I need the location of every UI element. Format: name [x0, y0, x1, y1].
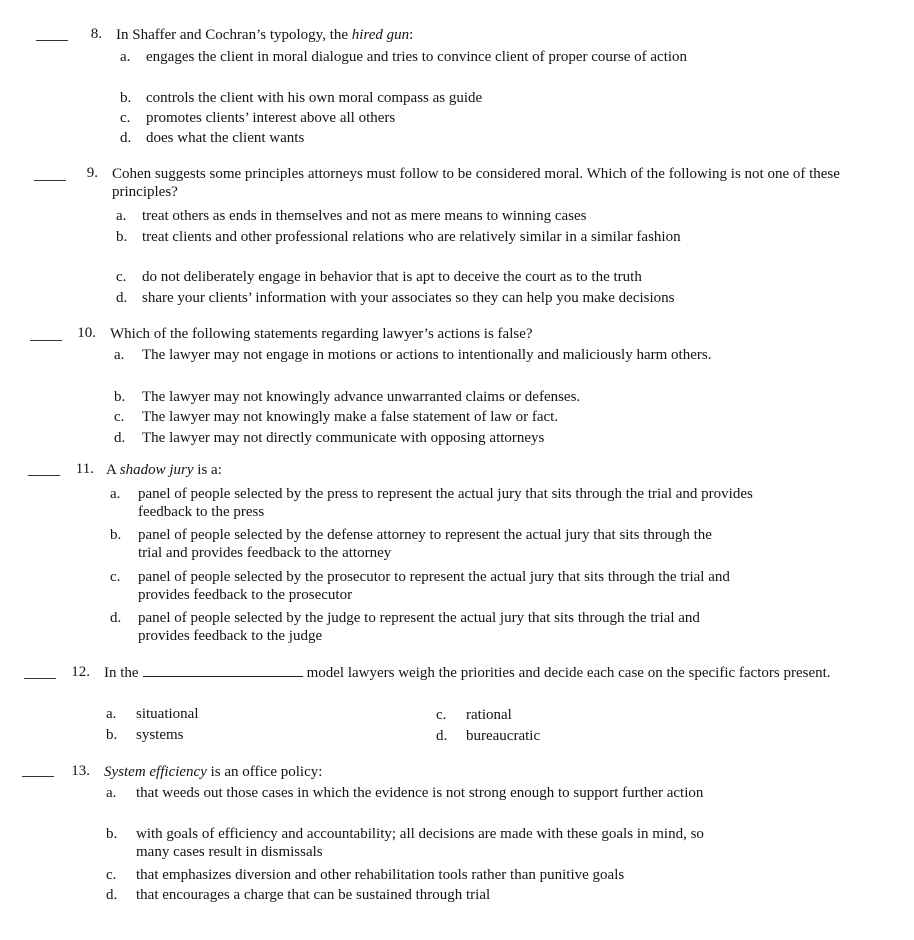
question-stem: A shadow jury is a:: [106, 462, 222, 478]
question-stem: Which of the following statements regarding lawyer’s actions is false?: [110, 326, 533, 342]
option-text: promotes clients’ interest above all others: [146, 110, 396, 126]
option-text: situational: [136, 706, 199, 722]
option-label: b.: [120, 90, 132, 106]
question-number: 10.: [77, 325, 96, 341]
option-text: bureaucratic: [466, 728, 541, 744]
option-label: a.: [106, 785, 117, 801]
option-label: d.: [110, 610, 122, 626]
option-text: controls the client with his own moral compass as guide: [146, 90, 483, 106]
question-stem: Cohen suggests some principles attorneys must follow to be considered moral. Which of the following is not one of these principles?: [112, 166, 840, 200]
term-shadow-jury: shadow jury: [119, 462, 194, 478]
option-label: d.: [116, 290, 128, 306]
option-label: a.: [116, 208, 127, 224]
option-text: treat clients and other professional relations who are relatively similar in a similar fashion: [142, 229, 681, 245]
option-label: c.: [110, 569, 121, 585]
option-label: c.: [114, 409, 125, 425]
option-text: that weeds out those cases in which the evidence is not strong enough to support further action: [136, 785, 704, 801]
option-text: panel of people selected by the defense attorney to represent the actual jury that sits through the trial and provides feedback to the attorney: [138, 527, 712, 561]
option-text: The lawyer may not directly communicate with opposing attorneys: [142, 430, 545, 446]
option-label: c.: [120, 110, 131, 126]
question-number: 9.: [86, 165, 98, 181]
option-text: The lawyer may not engage in motions or actions to intentionally and maliciously harm others.: [142, 347, 712, 363]
option-text: do not deliberately engage in behavior that is apt to deceive the court as to the truth: [142, 269, 642, 285]
option-text: rational: [466, 707, 512, 723]
question-number: 13.: [71, 763, 90, 779]
answer-blank[interactable]: [22, 776, 54, 777]
option-label: c.: [106, 867, 117, 883]
answer-blank[interactable]: [36, 40, 68, 41]
option-text: does what the client wants: [146, 130, 305, 146]
option-text: panel of people selected by the prosecutor to represent the actual jury that sits through the trial and provides feedback to the prosecutor: [138, 569, 730, 603]
fill-in-blank[interactable]: [143, 664, 303, 677]
option-label: d.: [114, 430, 126, 446]
option-text: with goals of efficiency and accountability; all decisions are made with these goals in mind, so many cases result in dismissals: [136, 826, 704, 860]
question-stem: In the model lawyers weigh the priorities and decide each case on the specific factors present.: [104, 665, 831, 681]
option-text: systems: [136, 727, 184, 743]
option-label: d.: [436, 728, 448, 744]
option-label: a.: [114, 347, 125, 363]
question-number: 12.: [71, 664, 90, 680]
option-text: that encourages a charge that can be sustained through trial: [136, 887, 491, 903]
answer-blank[interactable]: [34, 180, 66, 181]
question-stem: In Shaffer and Cochran’s typology, the hired gun:: [116, 27, 414, 43]
question-number: 8.: [90, 26, 102, 42]
question-number: 11.: [75, 461, 94, 477]
term-hired-gun: hired gun: [351, 27, 410, 43]
answer-blank[interactable]: [30, 340, 62, 341]
option-label: d.: [106, 887, 118, 903]
option-text: The lawyer may not knowingly advance unwarranted claims or defenses.: [142, 389, 581, 405]
term-system-efficiency: System efficiency: [104, 764, 207, 780]
option-text: engages the client in moral dialogue and tries to convince client of proper course of action: [146, 49, 688, 65]
option-label: b.: [114, 389, 126, 405]
option-label: a.: [110, 486, 121, 502]
option-text: treat others as ends in themselves and not as mere means to winning cases: [142, 208, 587, 224]
option-label: c.: [436, 707, 447, 723]
answer-blank[interactable]: [28, 475, 60, 476]
option-label: c.: [116, 269, 127, 285]
option-label: a.: [106, 706, 117, 722]
option-label: b.: [106, 826, 118, 842]
option-text: share your clients’ information with your associates so they can help you make decisions: [142, 290, 675, 306]
option-label: a.: [120, 49, 131, 65]
option-label: b.: [110, 527, 122, 543]
option-text: that emphasizes diversion and other rehabilitation tools rather than punitive goals: [136, 867, 625, 883]
option-label: d.: [120, 130, 132, 146]
option-label: b.: [116, 229, 128, 245]
question-stem: System efficiency is an office policy:: [104, 764, 323, 780]
option-text: panel of people selected by the judge to represent the actual jury that sits through the trial and provides feedback to the judge: [138, 610, 700, 644]
option-text: panel of people selected by the press to represent the actual jury that sits through the trial and provides feedback to the press: [138, 486, 753, 520]
option-label: b.: [106, 727, 118, 743]
answer-blank[interactable]: [24, 678, 56, 679]
option-text: The lawyer may not knowingly make a false statement of law or fact.: [142, 409, 559, 425]
